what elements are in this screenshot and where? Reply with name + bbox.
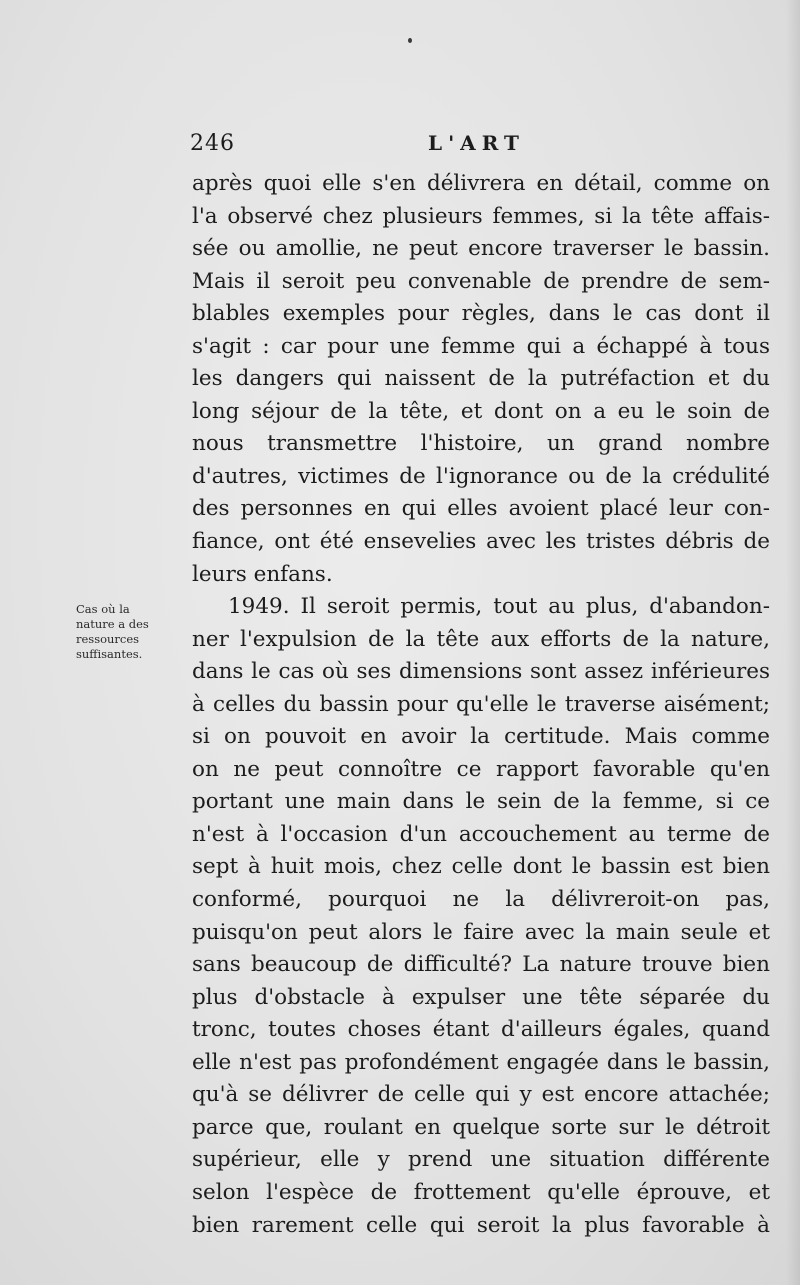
text-line: parce que, roulant en quelque sorte sur le détroit: [192, 1114, 770, 1140]
text-line: sée ou amollie, ne peut encore traverser le bassin.: [192, 236, 770, 262]
text-line: leurs enfans.: [192, 561, 333, 587]
text-line: elle n'est pas profondément engagée dans le bassin,: [192, 1049, 770, 1075]
text-line: sans beaucoup de difficulté? La nature trouve bien: [192, 952, 770, 978]
page-number: 246: [190, 131, 235, 156]
text-line: conformé, pourquoi ne la délivreroit-on pas,: [192, 887, 770, 913]
text-line: les dangers qui naissent de la putréfaction et du: [192, 366, 770, 392]
text-line: on ne peut connoître ce rapport favorable qu'en: [192, 756, 770, 782]
margin-note-line: Cas où la: [76, 602, 130, 616]
text-line: nous transmettre l'histoire, un grand nombre: [192, 431, 770, 457]
text-line: dans le cas où ses dimensions sont assez inférieures: [192, 659, 770, 685]
text-line: Mais il seroit peu convenable de prendre de sem-: [192, 268, 770, 294]
text-line: ner l'expulsion de la tête aux efforts de la nature,: [192, 626, 770, 652]
text-line: qu'à se délivrer de celle qui y est encore attachée;: [192, 1082, 770, 1108]
page-edge-shadow: [786, 0, 800, 1285]
margin-note-line: ressources: [76, 632, 140, 646]
text-line: portant une main dans le sein de la femme, si ce: [192, 789, 770, 815]
text-line: long séjour de la tête, et dont on a eu le soin de: [192, 398, 770, 424]
text-line: fiance, ont été ensevelies avec les tristes débris de: [192, 529, 770, 555]
text-line: après quoi elle s'en délivrera en détail, comme on: [192, 171, 770, 196]
text-line: blables exemples pour règles, dans le cas dont il: [192, 301, 770, 327]
margin-note-line: suffisantes.: [76, 647, 143, 661]
text-line: bien rarement celle qui seroit la plus favorable à: [192, 1212, 770, 1238]
paragraph-start-line: 1949. Il seroit permis, tout au plus, d'abandon-: [228, 594, 770, 620]
text-line: l'a observé chez plusieurs femmes, si la tête affais-: [192, 203, 770, 229]
body-text: [192, 168, 770, 1242]
text-line: n'est à l'occasion d'un accouchement au terme de: [192, 821, 770, 847]
margin-note-line: nature a des: [76, 617, 149, 631]
text-line: s'agit : car pour une femme qui a échappé à tous: [192, 333, 770, 359]
text-line: supérieur, elle y prend une situation différente: [192, 1147, 770, 1173]
text-line: puisqu'on peut alors le faire avec la main seule et: [192, 919, 770, 945]
text-line: à celles du bassin pour qu'elle le traverse aisément;: [192, 691, 770, 717]
margin-note: [76, 602, 186, 662]
text-line: plus d'obstacle à expulser une tête séparée du: [192, 984, 770, 1010]
text-line: sept à huit mois, chez celle dont le bassin est bien: [192, 854, 770, 880]
page-header: [190, 131, 550, 161]
text-line: des personnes en qui elles avoient placé leur con-: [192, 496, 770, 522]
text-line: selon l'espèce de frottement qu'elle éprouve, et: [192, 1179, 770, 1205]
running-title: L'ART: [428, 131, 525, 155]
text-line: tronc, toutes choses étant d'ailleurs égales, quand: [192, 1017, 770, 1043]
ink-speck: [408, 38, 412, 43]
text-line: si on pouvoit en avoir la certitude. Mais comme: [192, 724, 770, 750]
text-line: d'autres, victimes de l'ignorance ou de la crédulité: [192, 463, 770, 489]
